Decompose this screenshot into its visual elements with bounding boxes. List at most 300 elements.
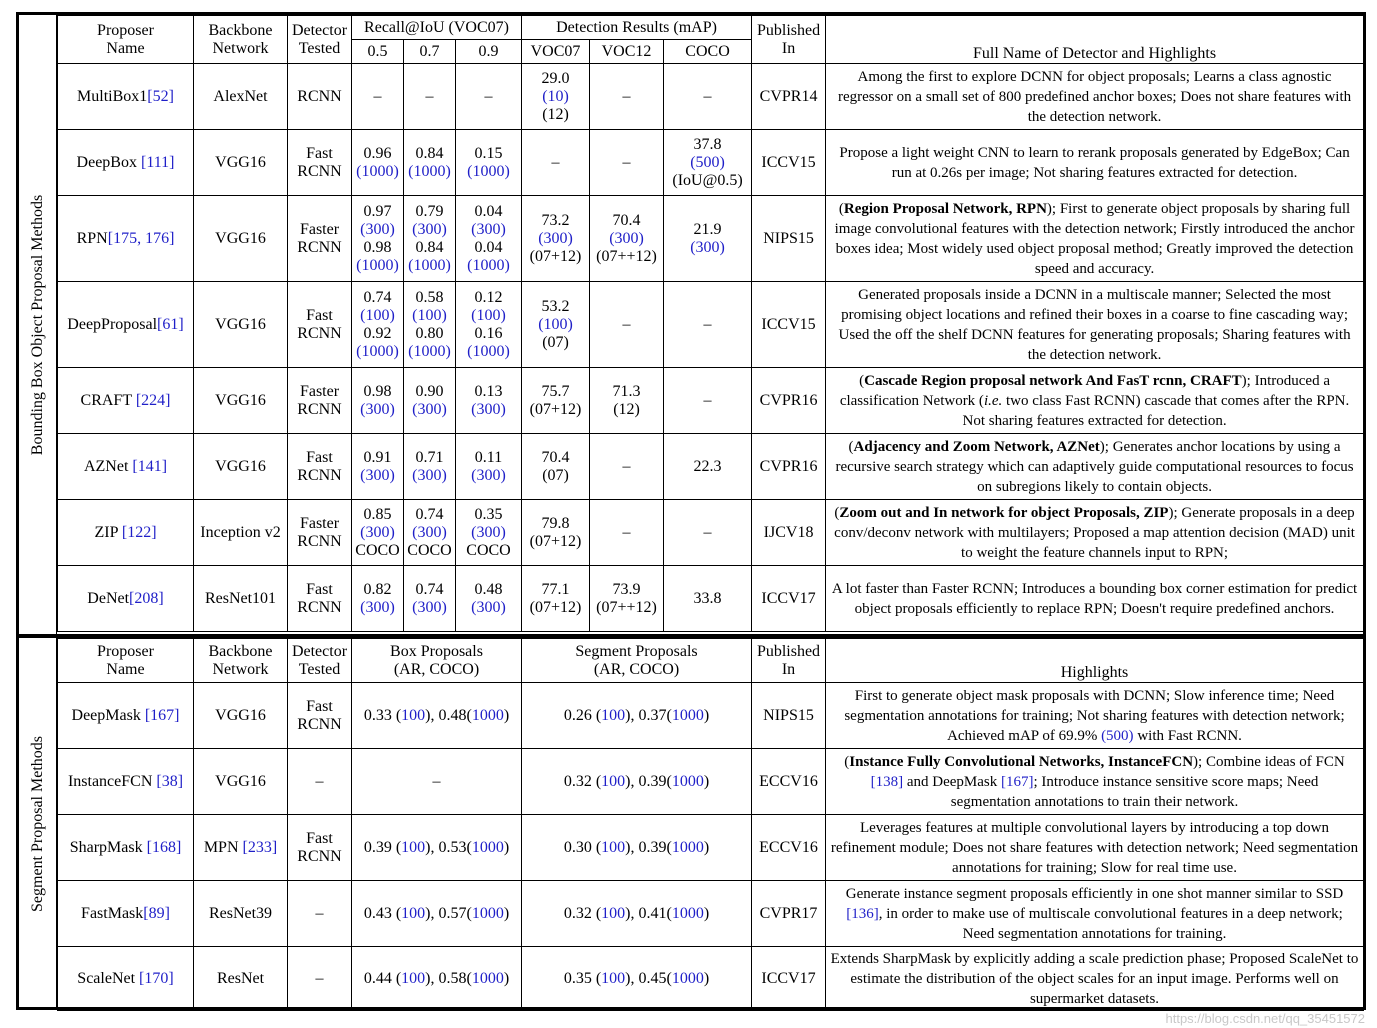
ar-part: ), 0.57( [425, 904, 472, 922]
ar-part: ) [703, 706, 710, 724]
cell-line: 0.80 [415, 324, 444, 342]
citation-link: [168] [146, 838, 182, 856]
highlight: (Zoom out and In network for object Proposals, ZIP); Generate proposals in a deep conv/deconv network with multilayers; Proposed a map attention decision (MAD) unit to weight the feature channels input to RPN; [826, 500, 1364, 566]
cell-line: (12) [542, 105, 569, 123]
cell-line: (300) [690, 238, 725, 256]
cell-line: (300) [412, 220, 447, 238]
detector [288, 947, 352, 1011]
detector-line: Faster [299, 220, 340, 238]
map-voc07 [522, 64, 590, 130]
backbone-label: Inception v2 [200, 523, 281, 541]
citation-link: [233] [242, 838, 278, 856]
map-coco [664, 368, 752, 434]
cell-line: (1000) [467, 342, 510, 360]
header-full-name [826, 16, 1364, 64]
detector-line: RCNN [297, 400, 342, 418]
detector-line: RCNN [297, 324, 342, 342]
ar-part: 100 [401, 969, 426, 987]
ar-part: ) [503, 969, 510, 987]
table-row [58, 500, 1364, 566]
header-published [752, 639, 826, 683]
box-proposals [352, 947, 522, 1011]
table-row [58, 683, 1364, 749]
cell-line: 0.84 [415, 144, 444, 162]
ar-part: 1000 [471, 838, 504, 856]
proposer-label: MultiBox1 [77, 87, 148, 105]
highlight [826, 282, 1364, 368]
cell-line: 0.85 [363, 505, 392, 523]
cell-line: 22.3 [693, 457, 722, 475]
header-line: Detector [291, 21, 348, 39]
header-det-1 [590, 40, 664, 64]
map-voc12 [590, 500, 664, 566]
dash: – [622, 523, 631, 541]
highlight [826, 130, 1364, 196]
header-line: In [781, 39, 796, 57]
detector [288, 368, 352, 434]
ar-part: ) [703, 838, 710, 856]
cell-line: 0.11 [474, 448, 503, 466]
cell-line: 73.9 [612, 580, 641, 598]
map-coco [664, 130, 752, 196]
dash: – [703, 391, 712, 409]
ar-part: ), 0.37( [625, 706, 672, 724]
seg-proposals [522, 815, 752, 881]
backbone-label: VGG16 [215, 229, 266, 247]
seg-proposals [522, 683, 752, 749]
highlight: (Region Proposal Network, RPN); First to generate object proposals by sharing full image convolutional features with the detection network; Firstly introduced the anchor boxes idea; Most widely used object proposal method; Greatly improved the detection speed and accuracy. [826, 196, 1364, 282]
ar-part: ) [503, 706, 510, 724]
citation-link: [167] [144, 706, 180, 724]
cell-line: 79.8 [541, 514, 570, 532]
highlight-text: ; Generates anchor locations by using a recursive search strategy which can adaptively guide computational resources to focus on subregions likely to contain objects. [835, 438, 1354, 495]
header-line: In [781, 660, 796, 678]
cell-line: (1000) [408, 162, 451, 180]
header-detector [288, 16, 352, 64]
cell-line: (1000) [408, 256, 451, 274]
highlight-text: Among the first to explore DCNN for object proposals; Learns a class agnostic regressor on a small set of 800 predefined anchor boxes; Does not share features with the detection network. [837, 68, 1352, 125]
recall-r07 [404, 64, 456, 130]
map-voc12 [590, 282, 664, 368]
map-voc07 [522, 282, 590, 368]
header-text: COCO [685, 42, 730, 60]
header-det-group [522, 16, 752, 40]
header-row [58, 16, 1364, 40]
dash: – [315, 772, 324, 790]
ar-part: 0.43 ( [363, 904, 402, 922]
header-proposer [58, 639, 194, 683]
citation-link: [141] [132, 457, 168, 475]
cell-line: 21.9 [693, 220, 722, 238]
map-voc07 [522, 130, 590, 196]
highlight [826, 566, 1364, 632]
ar-part: ), 0.53( [425, 838, 472, 856]
backbone-label: VGG16 [215, 315, 266, 333]
ar-part: 0.26 ( [563, 706, 602, 724]
backbone-label: ResNet [216, 969, 265, 987]
citation-link: [208] [129, 589, 164, 607]
segment-proposal-table [57, 638, 1364, 1011]
cell-line: COCO [355, 541, 400, 559]
published [752, 130, 826, 196]
cell-line: 53.2 [541, 297, 570, 315]
recall-r07 [404, 434, 456, 500]
box-proposals [352, 683, 522, 749]
table-row [58, 196, 1364, 282]
citation-link: [111] [140, 153, 175, 171]
detector [288, 881, 352, 947]
cell-line: (300) [471, 523, 506, 541]
ar-part: 1000 [671, 904, 704, 922]
dash: – [622, 153, 631, 171]
published [752, 566, 826, 632]
citation-link: [52] [147, 87, 174, 105]
venue: NIPS15 [763, 229, 814, 247]
cell-line: (100) [471, 306, 506, 324]
bbox-proposal-table [57, 15, 1364, 632]
ar-part: 0.32 ( [563, 772, 602, 790]
recall-r07 [404, 282, 456, 368]
ar-part: ) [503, 838, 510, 856]
dash: – [703, 315, 712, 333]
cell-line: (10) [542, 87, 569, 105]
header-det-0 [522, 40, 590, 64]
map-voc07 [522, 368, 590, 434]
highlight [826, 64, 1364, 130]
cell-line: 70.4 [612, 211, 641, 229]
header-line: Proposer [97, 642, 154, 660]
header-line: Backbone [208, 642, 273, 660]
backbone [194, 64, 288, 130]
backbone-label: VGG16 [215, 772, 266, 790]
header-recall-1 [404, 40, 456, 64]
cell-line: 37.8 [693, 135, 722, 153]
header-text: 0.7 [419, 42, 440, 60]
ar-part: 100 [601, 969, 626, 987]
dash: – [622, 315, 631, 333]
cell-line: (300) [609, 229, 644, 247]
detector [288, 130, 352, 196]
cell-line: 73.2 [541, 211, 570, 229]
cell-line: (300) [412, 598, 447, 616]
detector-line: RCNN [297, 87, 342, 105]
proposer-name [58, 434, 194, 500]
backbone [194, 130, 288, 196]
cell-line: (1000) [356, 162, 399, 180]
cell-line: (07++12) [596, 247, 657, 265]
backbone-label: MPN [203, 838, 243, 856]
recall-r07 [404, 130, 456, 196]
header-backbone [194, 16, 288, 64]
table-row [58, 434, 1364, 500]
cell-line: (500) [690, 153, 725, 171]
cell-line: (07+12) [529, 598, 582, 616]
map-coco [664, 566, 752, 632]
map-coco [664, 500, 752, 566]
cell-line: (07+12) [529, 247, 582, 265]
cell-line: (300) [471, 400, 506, 418]
table-row [58, 566, 1364, 632]
backbone [194, 434, 288, 500]
header-line: Proposer [97, 21, 154, 39]
header-text: Recall@IoU (VOC07) [364, 18, 509, 36]
citation-link: [61] [157, 315, 184, 333]
map-voc07 [522, 196, 590, 282]
backbone [194, 566, 288, 632]
recall-r05 [352, 282, 404, 368]
header-text: Detection Results (mAP) [556, 18, 717, 36]
cell-line: (100) [412, 306, 447, 324]
cell-line: (1000) [467, 162, 510, 180]
map-voc07 [522, 500, 590, 566]
detector [288, 64, 352, 130]
proposer-name [58, 881, 194, 947]
cell-line: 29.0 [541, 69, 570, 87]
highlight-text: , in order to make use of multiscale convolutional features in a deep network; Need segmentation annotations for training. [878, 905, 1343, 942]
backbone [194, 881, 288, 947]
backbone [194, 282, 288, 368]
header-row [58, 639, 1364, 683]
box-proposals [352, 749, 522, 815]
map-voc12 [590, 368, 664, 434]
header-line: Network [212, 660, 269, 678]
ar-part: 0.39 ( [363, 838, 402, 856]
cell-line: 0.15 [474, 144, 503, 162]
detector-line: Faster [299, 382, 340, 400]
citation-link: [224] [135, 391, 171, 409]
highlight-bold: Instance Fully Convolutional Networks, InstanceFCN [849, 753, 1194, 770]
watermark: https://blog.csdn.net/qq_35451572 [1165, 1011, 1365, 1026]
highlight-text: Generate instance segment proposals efficiently in one shot manner similar to SSD [845, 885, 1344, 902]
citation-link: [89] [143, 904, 170, 922]
cell-line: (100) [360, 306, 395, 324]
published [752, 815, 826, 881]
dash: – [703, 87, 712, 105]
header-line: Name [106, 660, 145, 678]
venue: ECCV16 [759, 838, 818, 856]
recall-r05 [352, 196, 404, 282]
header-line: (AR, COCO) [393, 660, 480, 678]
proposer-name [58, 368, 194, 434]
venue: CVPR16 [759, 391, 818, 409]
dash: – [315, 904, 324, 922]
header-line: Name [106, 39, 145, 57]
ar-part: ), 0.58( [425, 969, 472, 987]
ar-part: ) [703, 969, 710, 987]
published [752, 500, 826, 566]
highlight: (Adjacency and Zoom Network, AZNet); Generates anchor locations by using a recursive search strategy which can adaptively guide computational resources to focus on subregions likely to contain objects. [826, 434, 1364, 500]
dash: – [432, 772, 441, 790]
header-det-2 [664, 40, 752, 64]
ar-part: 100 [601, 772, 626, 790]
backbone-label: ResNet101 [204, 589, 277, 607]
cell-line: COCO [466, 541, 511, 559]
highlight-bold: Cascade Region proposal network And FasT rcnn, CRAFT [864, 372, 1242, 389]
ar-part: 100 [401, 904, 426, 922]
table-row [58, 881, 1364, 947]
proposer-name [58, 566, 194, 632]
detector-line: RCNN [297, 598, 342, 616]
highlight-text: ; Introduce instance sensitive score maps; Need segmentation annotations to train their network. [950, 773, 1319, 810]
ar-part: ) [503, 904, 510, 922]
seg-proposals [522, 947, 752, 1011]
cell-line: 77.1 [541, 580, 570, 598]
cell-line: (300) [360, 598, 395, 616]
highlight-ref: [167] [1000, 773, 1034, 790]
proposer-label: FastMask [81, 904, 144, 922]
header-detector [288, 639, 352, 683]
recall-r09 [456, 368, 522, 434]
cell-line: (1000) [408, 342, 451, 360]
cell-line: 0.35 [474, 505, 503, 523]
ar-part: 100 [601, 838, 626, 856]
cell-line: 0.04 [474, 202, 503, 220]
table-row [58, 64, 1364, 130]
proposer-label: SharpMask [69, 838, 147, 856]
venue: ICCV15 [761, 315, 816, 333]
table-row [58, 815, 1364, 881]
ar-part: 1000 [671, 772, 704, 790]
cell-line: 0.90 [415, 382, 444, 400]
venue: ICCV17 [761, 969, 816, 987]
dash: – [551, 153, 560, 171]
header-recall-0 [352, 40, 404, 64]
proposer-label: CRAFT [80, 391, 136, 409]
header-recall-2 [456, 40, 522, 64]
map-coco [664, 64, 752, 130]
detector [288, 749, 352, 815]
published [752, 947, 826, 1011]
highlight-text: and DeepMask [903, 773, 1001, 790]
header-text: 0.5 [367, 42, 388, 60]
highlight-text: Leverages features at multiple convolutional layers by introducing a top down refinement module; Does not share features with detection network; Need segmentation annotations for training; Slow for real time use. [830, 819, 1359, 876]
highlight: (Instance Fully Convolutional Networks, InstanceFCN); Combine ideas of FCN [138] and DeepMask [167]; Introduce instance sensitive score maps; Need segmentation annotations to train their network. [826, 749, 1364, 815]
highlight-text: Introduced a classification Network ( [839, 372, 1330, 409]
header-text: 0.9 [478, 42, 499, 60]
highlight-text: ; Combine ideas of FCN [1198, 753, 1345, 770]
dash: – [484, 87, 493, 105]
cell-line: (1000) [356, 256, 399, 274]
cell-line: 0.82 [363, 580, 392, 598]
proposer-name [58, 947, 194, 1011]
bbox-section-title: Bounding Box Object Proposal Methods [28, 194, 46, 455]
header-text: Highlights [1060, 664, 1129, 681]
cell-line: 0.16 [474, 324, 503, 342]
header-highlights [826, 639, 1364, 683]
backbone [194, 500, 288, 566]
ar-part: 100 [401, 706, 426, 724]
detector-line: Fast [306, 829, 333, 847]
header-line: Box Proposals [390, 642, 483, 660]
recall-r07 [404, 500, 456, 566]
map-voc07 [522, 434, 590, 500]
recall-r09 [456, 434, 522, 500]
map-coco [664, 434, 752, 500]
recall-r09 [456, 282, 522, 368]
proposer-name [58, 196, 194, 282]
proposer-name [58, 130, 194, 196]
ar-part: 1000 [471, 969, 504, 987]
map-voc07 [522, 566, 590, 632]
cell-line: (07) [542, 466, 569, 484]
dash: – [315, 969, 324, 987]
cell-line: 0.79 [415, 202, 444, 220]
detector [288, 282, 352, 368]
cell-line: (300) [538, 229, 573, 247]
backbone [194, 947, 288, 1011]
highlight-ref: (500) [1101, 727, 1134, 744]
map-coco [664, 282, 752, 368]
venue: NIPS15 [763, 706, 814, 724]
detector [288, 815, 352, 881]
highlight-text: ; Generate proposals in a deep conv/deconv network with multilayers; Proposed a map attention decision (MAD) unit to weight the feature channels input to RPN; [834, 504, 1355, 561]
recall-r07 [404, 368, 456, 434]
detector-line: Fast [306, 448, 333, 466]
map-voc12 [590, 434, 664, 500]
venue: CVPR14 [759, 87, 818, 105]
highlight [826, 881, 1364, 947]
ar-part: 1000 [471, 904, 504, 922]
cell-line: (07+12) [529, 400, 582, 418]
cell-line: 0.04 [474, 238, 503, 256]
published [752, 282, 826, 368]
detector-line: Fast [306, 580, 333, 598]
recall-r05 [352, 64, 404, 130]
cell-line: (300) [360, 400, 395, 418]
recall-r05 [352, 566, 404, 632]
recall-r09 [456, 566, 522, 632]
cell-line: (300) [360, 220, 395, 238]
header-line: Tested [298, 39, 341, 57]
highlight-bold: Zoom out and In network for object Proposals, ZIP [839, 504, 1169, 521]
table-row [58, 947, 1364, 1011]
proposer-label: AZNet [83, 457, 133, 475]
highlight-text: First to generate object mask proposals with DCNN; Slow inference time; Need segmentation annotations for training; Not sharing features with detection network; Achieved mAP of 69.9% [844, 687, 1345, 744]
highlight-text: Propose a light weight CNN to learn to rerank proposals generated by EdgeBox; Can run at 0.26s per image; Not sharing features extracted for detection. [839, 144, 1350, 181]
cell-line: 0.97 [363, 202, 392, 220]
cell-line: (300) [471, 598, 506, 616]
ar-part: 100 [401, 838, 426, 856]
cell-line: 0.74 [415, 505, 444, 523]
cell-line: (300) [471, 466, 506, 484]
header-line: Network [212, 39, 269, 57]
ar-part: ), 0.48( [425, 706, 472, 724]
proposer-name [58, 500, 194, 566]
cell-line: (300) [360, 523, 395, 541]
ar-part: ), 0.45( [625, 969, 672, 987]
ar-part: 0.35 ( [563, 969, 602, 987]
ar-part: ), 0.41( [625, 904, 672, 922]
cell-line: COCO [407, 541, 452, 559]
citation-link: [122] [121, 523, 157, 541]
cell-line: 71.3 [612, 382, 641, 400]
ar-part: ), 0.39( [625, 838, 672, 856]
proposer-label: RPN [76, 229, 108, 247]
highlight-ref: [136] [846, 905, 879, 922]
cell-line: (IoU@0.5) [672, 171, 743, 189]
proposer-label: DeepMask [71, 706, 145, 724]
citation-link: [170] [139, 969, 174, 987]
proposer-name [58, 749, 194, 815]
proposer-label: DeNet [87, 589, 130, 607]
proposer-name [58, 64, 194, 130]
detector-line: Faster [299, 514, 340, 532]
published [752, 749, 826, 815]
recall-r05 [352, 368, 404, 434]
venue: ICCV15 [761, 153, 816, 171]
comparison-table-frame [16, 12, 1366, 1010]
cell-line: (300) [360, 466, 395, 484]
